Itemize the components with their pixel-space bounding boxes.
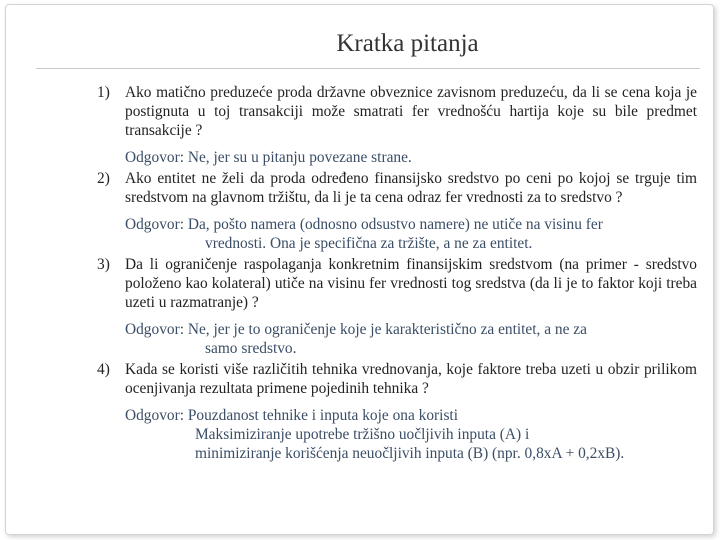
title-divider — [36, 68, 700, 69]
question-text: Ako matično preduzeće proda državne obveznice zavisnom preduzeću, da li se cena koja je postignuta u toj transakciji može smatrati fer vrednošću hartija koje su bile predmet transakcije ? — [125, 84, 697, 139]
question-item-2 — [97, 169, 697, 253]
question-item-1 — [97, 83, 697, 167]
answer-text — [125, 215, 697, 253]
answer-line: Odgovor: Pouzdanost tehnike i inputa koje ona koristi — [125, 407, 458, 424]
question-text: Ako entitet ne želi da proda određeno finansijsko sredstvo po ceni po kojoj se trguje tim sredstvom na glavnom tržištu, da li je ta cena odraz fer vrednosti za to sredstvo ? — [125, 170, 697, 206]
item-number: 4) — [97, 361, 110, 378]
answer-line: Odgovor: Da, pošto namera (odnosno odsustvo namere) ne utiče na visinu fer — [125, 216, 603, 233]
answer-sub-line: Maksimiziranje upotrebe tržišno uočljivih inputa (A) i — [195, 426, 530, 443]
question-list — [97, 83, 697, 465]
answer-text — [125, 320, 697, 358]
answer-continuation: vrednosti. Ona je specifična za tržište, a ne za entitet. — [205, 235, 533, 252]
item-number: 1) — [97, 84, 110, 101]
item-number: 2) — [97, 170, 110, 187]
answer-text: Odgovor: Ne, jer su u pitanju povezane strane. — [125, 149, 412, 166]
answer-line: Odgovor: Ne, jer je to ograničenje koje je karakteristično za entitet, a ne za — [125, 321, 587, 338]
question-text: Da li ograničenje raspolaganja konkretnim finansijskim sredstvom (na primer - sredstvo položeno kao kolateral) utiče na visinu fer vrednosti tog sredstva (da li je to faktor koji treba uzeti u razmatranje) ? — [125, 256, 697, 311]
item-number: 3) — [97, 256, 110, 273]
question-item-4 — [97, 360, 697, 463]
answer-continuation: samo sredstvo. — [205, 340, 297, 357]
slide-title: Kratka pitanja — [336, 30, 479, 57]
question-item-3 — [97, 255, 697, 358]
answer-sub-line: minimiziranje korišćenja neuočljivih inputa (B) (npr. 0,8xA + 0,2xB). — [195, 445, 625, 462]
question-text: Kada se koristi više različitih tehnika vrednovanja, koje faktore treba uzeti u obzir prilikom ocenjivanja rezultata primene pojedinih tehnika ? — [125, 361, 697, 397]
answer-text — [125, 406, 697, 463]
